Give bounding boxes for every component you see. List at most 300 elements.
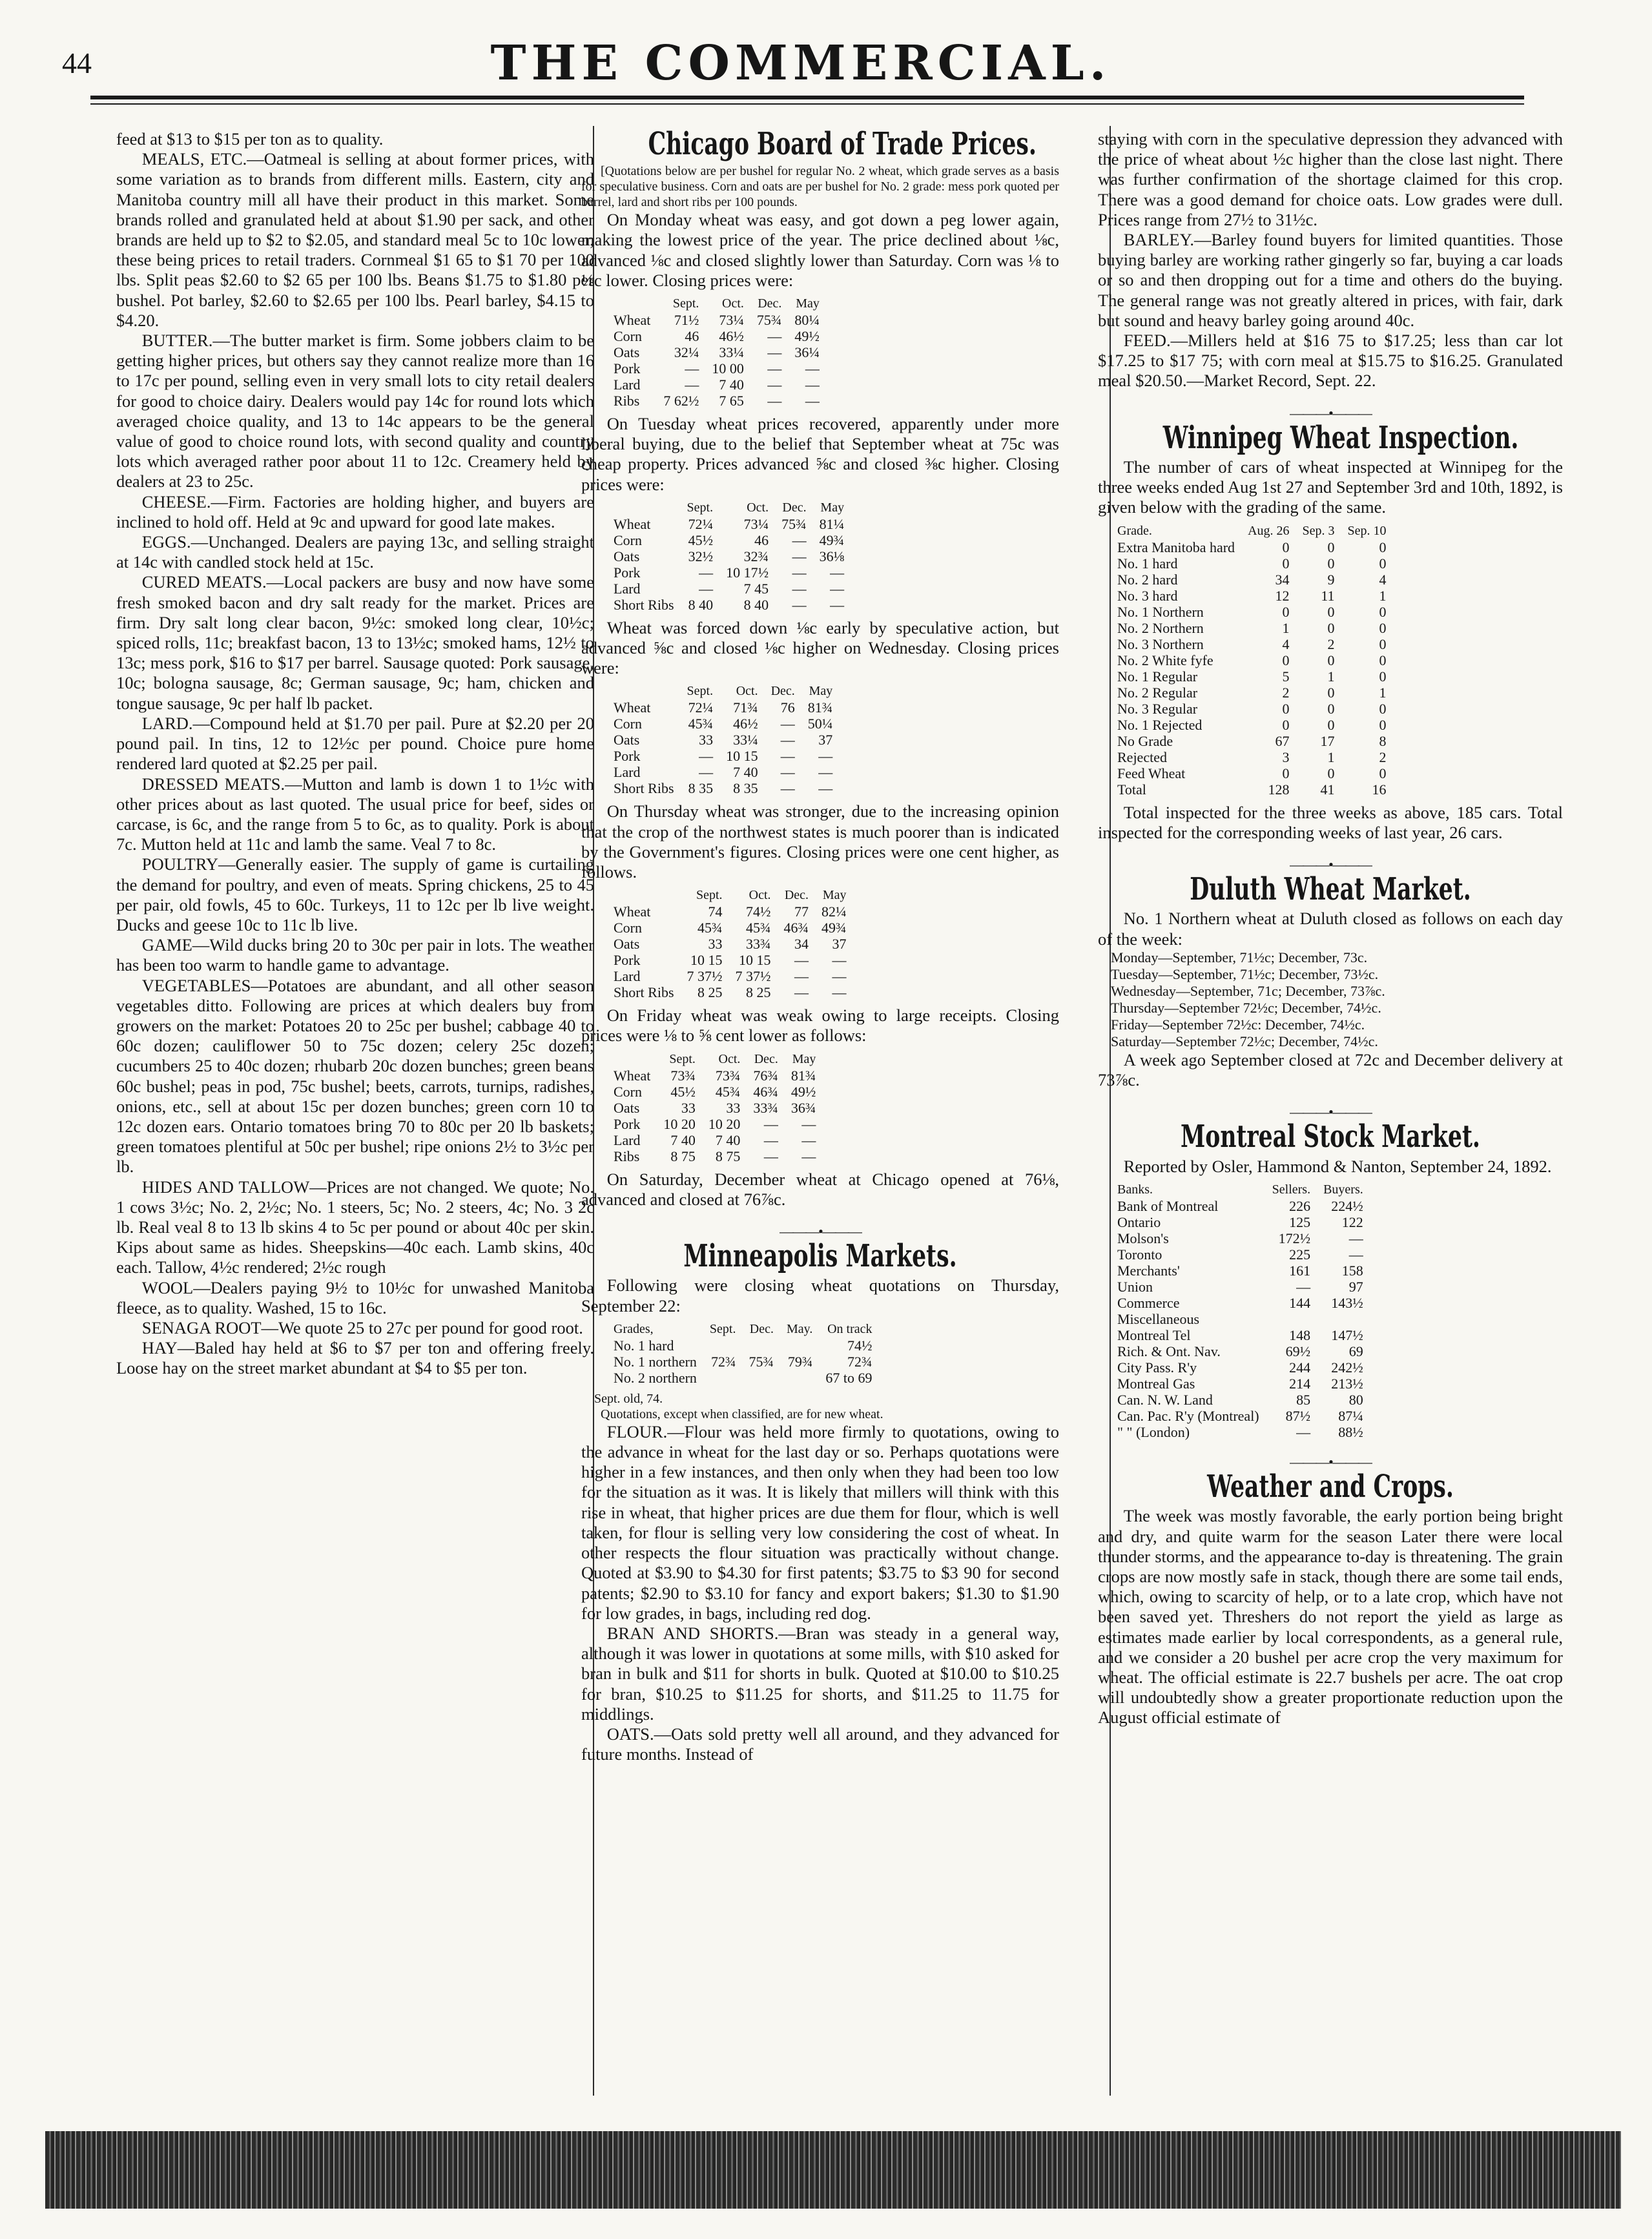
table-cell: Bank of Montreal — [1117, 1197, 1219, 1214]
table-cell: No. 2 White fyfe — [1117, 652, 1213, 668]
table-row — [607, 1370, 878, 1386]
table-cell: 8 40 — [743, 596, 769, 613]
table-cell: 71½ — [674, 312, 699, 329]
table-cell: Pork — [614, 952, 641, 969]
table-cell: City Pass. R'y — [1117, 1359, 1197, 1376]
table-cell: Ribs — [614, 393, 640, 409]
table-cell: — — [1348, 1246, 1363, 1263]
table-header-cell: Oct. — [722, 296, 744, 311]
table-cell: 17 — [1320, 732, 1335, 749]
table-cell: 11 — [1321, 587, 1335, 604]
table-row — [607, 532, 851, 548]
table-cell: 1 — [1379, 684, 1387, 701]
duluth-heading: Duluth Wheat Market. — [1190, 871, 1471, 908]
table-cell: 0 — [1379, 539, 1387, 555]
table-cell: — — [1348, 1230, 1363, 1246]
duluth-day-line: Thursday—September 72½c; December, 74½c. — [1111, 999, 1381, 1016]
table-cell: — — [794, 968, 809, 985]
table-cell: Wheat — [614, 699, 651, 716]
table-row — [1111, 1327, 1370, 1343]
chicago-table-thursday — [607, 887, 853, 1000]
table-header-cell: Dec. — [770, 684, 795, 699]
table-cell: Total — [1117, 781, 1146, 798]
table-row — [1111, 1198, 1370, 1214]
table-cell: 0 — [1282, 652, 1290, 668]
table-cell: 8 — [1379, 732, 1387, 749]
table-cell: 33¼ — [733, 732, 758, 748]
table-row — [607, 393, 826, 409]
chicago-table-wednesday — [607, 683, 839, 796]
table-row — [607, 903, 853, 920]
table-cell: No. 1 northern — [614, 1353, 697, 1370]
header-rule — [90, 96, 1524, 99]
table-cell: Can. Pac. R'y (Montreal) — [1117, 1407, 1259, 1424]
table-cell: Can. N. W. Land — [1117, 1391, 1213, 1408]
table-cell: — — [792, 596, 807, 613]
table-row — [607, 1068, 822, 1084]
table-row — [607, 764, 839, 780]
market-paragraph: VEGETABLES—Potatoes are abundant, and all other season vegetables ditto. Following are prices at which dealers buy from growers on the market: Potatoes 20 to 25c per bushel; cabbage 40 to 60c dozen; cauliflower 50 to 75c dozen; celery 25c dozen; cucumbers 25 to 40c dozen; rhubarb 20c dozen bunches; green beans 60c bushel; peas in pod, 75c bushel; beets, carrots, turnips, radishes, onions, etc., sell at about 15c per dozen bunches; green corn 10 to 12c dozen ears. Ontario tomatoes bring 70 to 80c per 20 lb baskets; green tomatoes plentiful at 50c per bushel; ripe onions 2½ to 3½c per lb. — [116, 975, 594, 1177]
table-row — [607, 312, 826, 328]
masthead: THE COMMERCIAL. — [490, 36, 1111, 91]
table-cell: Miscellaneous — [1117, 1310, 1200, 1327]
section-separator: ———•——— — [780, 1223, 861, 1240]
table-cell: — — [832, 952, 847, 969]
table-cell: Short Ribs — [614, 780, 674, 797]
table-cell: 7 45 — [743, 580, 769, 597]
table-cell: 81¾ — [807, 699, 833, 716]
table-cell: 242½ — [1331, 1359, 1363, 1376]
table-header-cell: Aug. 26 — [1248, 523, 1290, 538]
table-cell: 33¾ — [753, 1099, 778, 1116]
table-cell: — — [794, 952, 809, 969]
table-cell: 46¾ — [783, 920, 809, 936]
table-cell: 1 — [1282, 619, 1290, 636]
table-cell: — — [792, 564, 807, 581]
table-row — [1111, 749, 1393, 765]
table-cell: 213½ — [1331, 1375, 1363, 1392]
table-row — [1111, 588, 1393, 604]
table-cell: — — [792, 548, 807, 564]
table-cell: No. 2 Regular — [1117, 684, 1198, 701]
table-cell — [742, 1337, 780, 1354]
table-cell: — — [780, 764, 795, 781]
table-row — [607, 548, 851, 564]
table-header-cell: On track — [827, 1321, 872, 1336]
table-cell: 34 — [794, 936, 809, 953]
table-header-cell: Dec. — [749, 1321, 774, 1336]
chicago-wednesday: Wheat was forced down ⅛c early by speculative action, but advanced ⅝c and closed ⅛c higher on Wednesday. Closing prices were: — [581, 617, 1059, 678]
table-cell: 5 — [1282, 668, 1290, 685]
table-cell: 87¼ — [1338, 1407, 1363, 1424]
table-row — [607, 597, 851, 613]
table-cell: 76¾ — [753, 1067, 778, 1084]
table-cell: 69½ — [1285, 1343, 1311, 1359]
table-cell: — — [1296, 1423, 1311, 1440]
table-cell: 8 75 — [670, 1148, 696, 1164]
table-header-cell — [607, 1051, 657, 1068]
table-row — [1111, 701, 1393, 717]
table-cell: 33 — [726, 1099, 741, 1116]
table-cell: 0 — [1327, 716, 1335, 733]
table-row — [1111, 572, 1393, 588]
column-2 — [581, 126, 1059, 1764]
table-cell: No. 1 Northern — [1117, 603, 1204, 620]
table-header-cell: Sept. — [696, 888, 723, 903]
table-header-cell — [607, 500, 681, 516]
table-cell: Montreal Gas — [1117, 1375, 1195, 1392]
table-cell: — — [699, 580, 714, 597]
table-cell: 9 — [1327, 571, 1335, 588]
market-paragraph: WOOL—Dealers paying 9½ to 10½c for unwashed Manitoba fleece, as to quality. Washed, 15 to 16c. — [116, 1277, 594, 1317]
table-cell: 36¾ — [790, 1099, 816, 1116]
table-cell: 49¾ — [819, 531, 845, 548]
table-cell: 77 — [794, 903, 809, 920]
chicago-table-monday — [607, 296, 826, 409]
table-cell: 82¼ — [821, 903, 847, 920]
table-row — [607, 1148, 822, 1164]
table-cell: 41 — [1320, 781, 1335, 798]
table-row — [1111, 765, 1393, 781]
table-cell: No. 1 hard — [1117, 555, 1178, 572]
table-cell: Merchants' — [1117, 1262, 1180, 1279]
table-cell: — — [763, 1131, 778, 1148]
table-cell: — — [805, 377, 820, 393]
table-cell: 46 — [685, 328, 699, 345]
table-row — [1111, 1359, 1370, 1376]
table-cell: 7 37½ — [735, 968, 771, 985]
table-row — [1111, 1376, 1370, 1392]
minneapolis-bran: BRAN AND SHORTS.—Bran was steady in a general way, although it was lower in quotations at some mills, with $10 asked for bran in bulk and $11 for shorts in bulk. Quoted at $10.00 to $10.25 for bran, $10.25 to $11.25 for shorts, and $11.25 to 11.75 for middlings. — [581, 1623, 1059, 1724]
table-cell: — — [767, 328, 782, 345]
table-header-cell: Dec. — [784, 888, 809, 903]
table-cell: 36⅛ — [819, 548, 845, 564]
table-header-cell: Sept. — [709, 1321, 736, 1336]
table-cell: Pork — [614, 564, 641, 581]
table-cell: — — [780, 732, 795, 748]
table-cell: 67 to 69 — [825, 1369, 872, 1386]
table-cell: No. 2 Northern — [1117, 619, 1204, 636]
table-cell: — — [767, 393, 782, 409]
table-cell: No. 1 Rejected — [1117, 716, 1203, 733]
section-separator: ———•——— — [1290, 404, 1371, 421]
table-cell: 244 — [1289, 1359, 1311, 1376]
table-cell: Oats — [614, 344, 640, 361]
table-cell: 8 35 — [733, 780, 758, 797]
table-header-cell: Grades, — [614, 1321, 654, 1336]
table-cell: 72¾ — [847, 1353, 872, 1370]
table-header-cell: May — [792, 1051, 816, 1066]
table-cell: 81¼ — [819, 515, 845, 532]
table-cell: 73¼ — [719, 312, 744, 329]
table-cell: Short Ribs — [614, 596, 674, 613]
table-cell: — — [818, 780, 833, 797]
table-cell: Extra Manitoba hard — [1117, 539, 1235, 555]
table-header-cell: Banks. — [1117, 1182, 1153, 1197]
table-row — [1111, 733, 1393, 749]
table-cell — [742, 1370, 780, 1386]
table-row — [607, 936, 853, 952]
weather-text: The week was mostly favorable, the early portion being bright and dry, and quite warm for the season Later there were local thunder storms, and the appearance to-day is threatening. The grain crops are now mostly safe in stack, though there are some tail ends, which, owing to scarcity of help, or to a late crop, which have not been saved yet. Threshers do not report the yield as large as estimates made earlier by local correspondents, as a general rule, and we consider a 20 bushel per acre crop the very maximum for wheat. The official estimate is 22.7 bushels per acre. The oat crop will undoubtedly show a greater proportionate reduction upon the August official estimate of — [1098, 1506, 1563, 1728]
table-header-cell — [607, 887, 681, 903]
winnipeg-heading: Winnipeg Wheat Inspection. — [1162, 419, 1519, 456]
table-cell: Oats — [614, 936, 640, 953]
table-cell: 75¾ — [749, 1353, 774, 1370]
table-header-cell: Dec. — [754, 1051, 778, 1066]
table-cell: Wheat — [614, 312, 651, 329]
table-cell: 147½ — [1331, 1326, 1363, 1343]
market-paragraph: DRESSED MEATS.—Mutton and lamb is down 1 to 1½c with other prices about as last quoted. The usual price for beef, sides or carcase, is 6c, and the range from 5 to 6c, as to quality. Pork is about 7c. Mutton held at 11c and lamb the same. Veal 7 to 8c. — [116, 774, 594, 854]
minneapolis-heading: Minneapolis Markets. — [683, 1238, 957, 1275]
table-cell: 0 — [1282, 555, 1290, 572]
table-cell: 1 — [1327, 668, 1335, 685]
table-cell: 2 — [1379, 748, 1387, 765]
table-cell: 46½ — [733, 716, 758, 732]
table-cell: — — [699, 764, 714, 781]
table-row — [1111, 1311, 1370, 1327]
table-row — [607, 1132, 822, 1148]
table-cell: Lard — [614, 764, 641, 781]
table-cell: 45¾ — [688, 716, 714, 732]
table-row — [1111, 717, 1393, 733]
table-header-cell: May — [822, 888, 847, 903]
table-header-cell: Oct. — [747, 500, 769, 515]
table-cell: — — [767, 377, 782, 393]
table-cell: 0 — [1282, 765, 1290, 781]
table-cell: 2 — [1282, 684, 1290, 701]
table-cell: Pork — [614, 360, 641, 377]
winnipeg-intro: The number of cars of wheat inspected at Winnipeg for the three weeks ended Aug 1st 27 and September 3rd and 10th, 1892, is given below with the grading of the same. — [1098, 457, 1563, 517]
table-cell: 8 35 — [688, 780, 714, 797]
montreal-table — [1111, 1182, 1370, 1440]
table-cell: 0 — [1379, 619, 1387, 636]
table-cell: No Grade — [1117, 732, 1173, 749]
table-cell: Corn — [614, 920, 642, 936]
table-cell: 0 — [1327, 539, 1335, 555]
montreal-heading: Montreal Stock Market. — [1181, 1119, 1480, 1155]
market-paragraph: BARLEY.—Barley found buyers for limited quantities. Those buying barley are working rather gingerly so far, buying a car loads or so and then dropping out for a time and others do the buying. The general range was not greatly altered in prices, with fair, dark but sound and heavy barley going around 40c. — [1098, 230, 1563, 330]
table-cell: 143½ — [1331, 1294, 1363, 1311]
market-paragraph: GAME—Wild ducks bring 20 to 30c per pair in lots. The weather has been too warm to handle game to advantage. — [116, 935, 594, 975]
table-cell: — — [832, 984, 847, 1001]
table-cell: 12 — [1275, 587, 1290, 604]
table-cell: 49½ — [794, 328, 820, 345]
table-cell: 8 25 — [746, 984, 771, 1001]
table-header-cell: Sept. — [687, 684, 714, 699]
table-cell: 0 — [1327, 603, 1335, 620]
winnipeg-summary: Total inspected for the three weeks as above, 185 cars. Total inspected for the corresponding weeks of last year, 26 cars. — [1098, 802, 1563, 842]
table-row — [607, 1337, 878, 1354]
table-cell: No. 2 northern — [614, 1369, 697, 1386]
winnipeg-table — [1111, 523, 1393, 798]
table-header-cell: Sept. — [669, 1051, 696, 1066]
table-header-cell: Grade. — [1117, 523, 1152, 538]
table-cell: 7 62½ — [663, 393, 699, 409]
minneapolis-note: Quotations, except when classified, are for new wheat. — [601, 1407, 883, 1421]
table-row — [1111, 1246, 1370, 1263]
table-row — [607, 984, 853, 1000]
table-cell: 49½ — [790, 1083, 816, 1100]
table-header-row — [607, 1051, 822, 1068]
table-cell: 33¾ — [746, 936, 771, 953]
table-cell: 76 — [780, 699, 795, 716]
table-cell: Ontario — [1117, 1213, 1161, 1230]
chicago-thursday: On Thursday wheat was stronger, due to the increasing opinion that the crop of the northwest states is much poorer than is indicated by the Government's figures. Closing prices were one cent higher, as follows. — [581, 801, 1059, 882]
market-paragraph: feed at $13 to $15 per ton as to quality. — [116, 129, 384, 149]
table-cell: Lard — [614, 580, 641, 597]
table-cell: 0 — [1379, 652, 1387, 668]
table-cell — [1317, 1311, 1370, 1327]
duluth-day-line: Monday—September, 71½c; December, 73c. — [1111, 949, 1368, 965]
table-cell: 10 15 — [739, 952, 771, 969]
table-cell: 10 00 — [712, 360, 744, 377]
table-row — [1111, 1230, 1370, 1246]
table-cell: 10 15 — [690, 952, 723, 969]
table-header-cell: Oct. — [718, 1051, 741, 1066]
table-row — [607, 952, 853, 968]
table-cell: 46 — [754, 531, 769, 548]
table-header-cell: Oct. — [736, 684, 758, 699]
weather-heading: Weather and Crops. — [1207, 1469, 1454, 1505]
table-cell: 75¾ — [756, 312, 782, 329]
table-cell: 0 — [1282, 603, 1290, 620]
chicago-friday: On Friday wheat was weak owing to large receipts. Closing prices were ⅛ to ⅝ cent lower as follows: — [581, 1006, 1059, 1046]
minneapolis-old: Sept. old, 74. — [594, 1391, 663, 1406]
table-cell: — — [763, 1115, 778, 1132]
table-cell: 0 — [1379, 555, 1387, 572]
table-cell: 46½ — [719, 328, 744, 345]
table-cell: — — [1296, 1278, 1311, 1295]
table-header-row — [1111, 1182, 1370, 1198]
table-cell: 37 — [832, 936, 847, 953]
table-cell: 0 — [1327, 765, 1335, 781]
table-cell: 36¼ — [794, 344, 820, 361]
table-header-cell: Sep. 10 — [1347, 523, 1387, 538]
table-cell: 10 15 — [726, 748, 758, 765]
table-cell: 88½ — [1338, 1423, 1363, 1440]
table-cell: 73¼ — [743, 515, 769, 532]
chicago-monday: On Monday wheat was easy, and got down a peg lower again, making the lowest price of the year. The price declined about ⅛c, advanced ⅛c and closed slightly lower than Saturday. Corn was ⅛ to ⅛c lower. Closing prices were: — [581, 210, 1059, 290]
table-cell: Oats — [614, 548, 640, 564]
table-cell: — — [780, 716, 795, 732]
table-cell — [780, 1370, 819, 1386]
table-cell: 32¾ — [743, 548, 769, 564]
table-row — [607, 377, 826, 393]
column-1 — [116, 129, 594, 1379]
table-cell: — — [805, 360, 820, 377]
table-cell: No. 2 hard — [1117, 571, 1178, 588]
table-cell: 8 75 — [715, 1148, 741, 1164]
table-cell: 34 — [1275, 571, 1290, 588]
table-cell: 45¾ — [697, 920, 723, 936]
table-cell: 128 — [1268, 781, 1290, 798]
table-row — [607, 1084, 822, 1100]
table-cell: Union — [1117, 1278, 1153, 1295]
table-header-cell: Sep. 3 — [1302, 523, 1335, 538]
table-cell: Corn — [614, 1083, 642, 1100]
table-cell: — — [830, 596, 845, 613]
table-header-row — [607, 500, 851, 516]
table-row — [607, 968, 853, 984]
table-row — [1111, 668, 1393, 685]
table-cell: 72¼ — [688, 515, 714, 532]
market-paragraph: staying with corn in the speculative depression they advanced with the price of wheat about ½c higher than the close last night. There was further confirmation of the shortage claimed for this crop. There was a good demand for choice oats. Low grades were dull. Prices range from 27½ to 31½c. — [1098, 129, 1563, 229]
table-cell: 8 40 — [688, 596, 714, 613]
table-header-cell: Buyers. — [1323, 1182, 1363, 1197]
duluth-day-line: Saturday—September 72½c; December, 74½c. — [1111, 1033, 1378, 1049]
column-3-top — [1098, 129, 1563, 391]
table-cell: 224½ — [1331, 1197, 1363, 1214]
table-cell: 0 — [1327, 555, 1335, 572]
table-cell: Corn — [614, 328, 642, 345]
table-cell: No. 3 Regular — [1117, 700, 1198, 717]
table-cell: 10 20 — [708, 1115, 741, 1132]
table-cell: — — [805, 393, 820, 409]
table-cell: 10 17½ — [726, 564, 769, 581]
table-row — [607, 716, 839, 732]
table-row — [1111, 652, 1393, 668]
table-row — [1111, 1408, 1370, 1424]
table-row — [1111, 781, 1393, 798]
market-paragraph: CHEESE.—Firm. Factories are holding higher, and buyers are inclined to hold off. Held at 9c and upward for good late makes. — [116, 491, 594, 531]
duluth-day-line: Tuesday—September, 71½c; December, 73½c. — [1111, 965, 1379, 982]
minneapolis-flour: FLOUR.—Flour was held more firmly to quotations, owing to the advance in wheat for the last day or so. Perhaps quotations were higher in a few instances, and then only when they had been too low for the situation as it was. It is likely that millers will think with this rise in wheat, that higher prices are due them for flour, which is well taken, for flour is selling very low considering the cost of wheat. In other respects the flour situation was practically without change. Quoted at $3.90 to $4.30 for first patents; $3.75 to $3 90 for second patents; $2.90 to $3.10 for fancy and export bakers; $1.30 to $1.90 for low grades, in bags, including red dog. — [581, 1421, 1059, 1623]
table-cell: Wheat — [614, 515, 651, 532]
table-cell: Pork — [614, 1115, 641, 1132]
market-paragraph: BUTTER.—The butter market is firm. Some jobbers claim to be getting higher prices, but others say they cannot realize more than 16 to 17c per pound, selling even in very small lots to city retail dealers for good to choice dairy. Dealers would pay 14c for round lots which averaged choice quality, and 13 to 14c appears to be the general value of good to choice round lots, with second quality and country lots which averaged rather poor about 11 to 12c. Creamery held by dealers at 23 to 25c. — [116, 331, 594, 491]
table-cell: 161 — [1289, 1262, 1311, 1279]
table-cell: — — [801, 1148, 816, 1164]
table-cell: 0 — [1379, 700, 1387, 717]
table-cell: No. 3 Northern — [1117, 635, 1204, 652]
table-cell: 97 — [1348, 1278, 1363, 1295]
table-cell: — — [830, 564, 845, 581]
chicago-saturday: On Saturday, December wheat at Chicago opened at 76⅛, advanced and closed at 76⅞c. — [581, 1169, 1059, 1209]
table-cell: — — [832, 968, 847, 985]
table-cell: 172½ — [1278, 1230, 1311, 1246]
chicago-table-friday — [607, 1051, 822, 1164]
table-cell: 37 — [818, 732, 833, 748]
table-row — [1111, 1343, 1370, 1359]
table-cell: — — [763, 1148, 778, 1164]
table-cell: 85 — [1296, 1391, 1311, 1408]
table-cell: Ribs — [614, 1148, 640, 1164]
table-cell: No. 1 Regular — [1117, 668, 1198, 685]
table-header-cell: Sept. — [687, 500, 714, 515]
table-cell: 0 — [1379, 716, 1387, 733]
table-cell — [1266, 1311, 1317, 1327]
table-cell: 0 — [1282, 716, 1290, 733]
minneapolis-oats: OATS.—Oats sold pretty well all around, and they advanced for future months. Instead of — [581, 1724, 1059, 1764]
table-row — [607, 1354, 878, 1370]
column-3 — [1098, 129, 1563, 1728]
table-cell: 79¾ — [787, 1353, 813, 1370]
market-paragraph: HIDES AND TALLOW—Prices are not changed. We quote; No. 1 cows 3½c; No. 2, 2½c; No. 1 steers, 5c; No. 2 steers, 4c; No. 3 2c lb. Real veal 8 to 13 lb skins 4 to 5c per pound or about 40c per skin. Kips about same as hides. Sheepskins—40c each. Lamb skins, 40c each. Tallow, 4½c rendered; 2½c rough — [116, 1177, 594, 1277]
table-cell: " " (London) — [1117, 1423, 1190, 1440]
chicago-tuesday: On Tuesday wheat prices recovered, apparently under more liberal buying, due to the belief that September wheat at 75c was cheap property. Prices advanced ⅝c and closed ⅜c higher. Closing prices were: — [581, 414, 1059, 494]
page-number: 44 — [62, 46, 92, 79]
table-cell: 0 — [1327, 652, 1335, 668]
table-cell: — — [699, 564, 714, 581]
table-cell: 50¼ — [807, 716, 833, 732]
table-cell — [780, 1337, 819, 1354]
table-cell: No. 1 hard — [614, 1337, 674, 1354]
table-cell: 46¾ — [753, 1083, 778, 1100]
table-row — [607, 564, 851, 581]
table-cell: 72¼ — [688, 699, 714, 716]
table-cell — [703, 1370, 743, 1386]
table-cell: 125 — [1289, 1213, 1311, 1230]
